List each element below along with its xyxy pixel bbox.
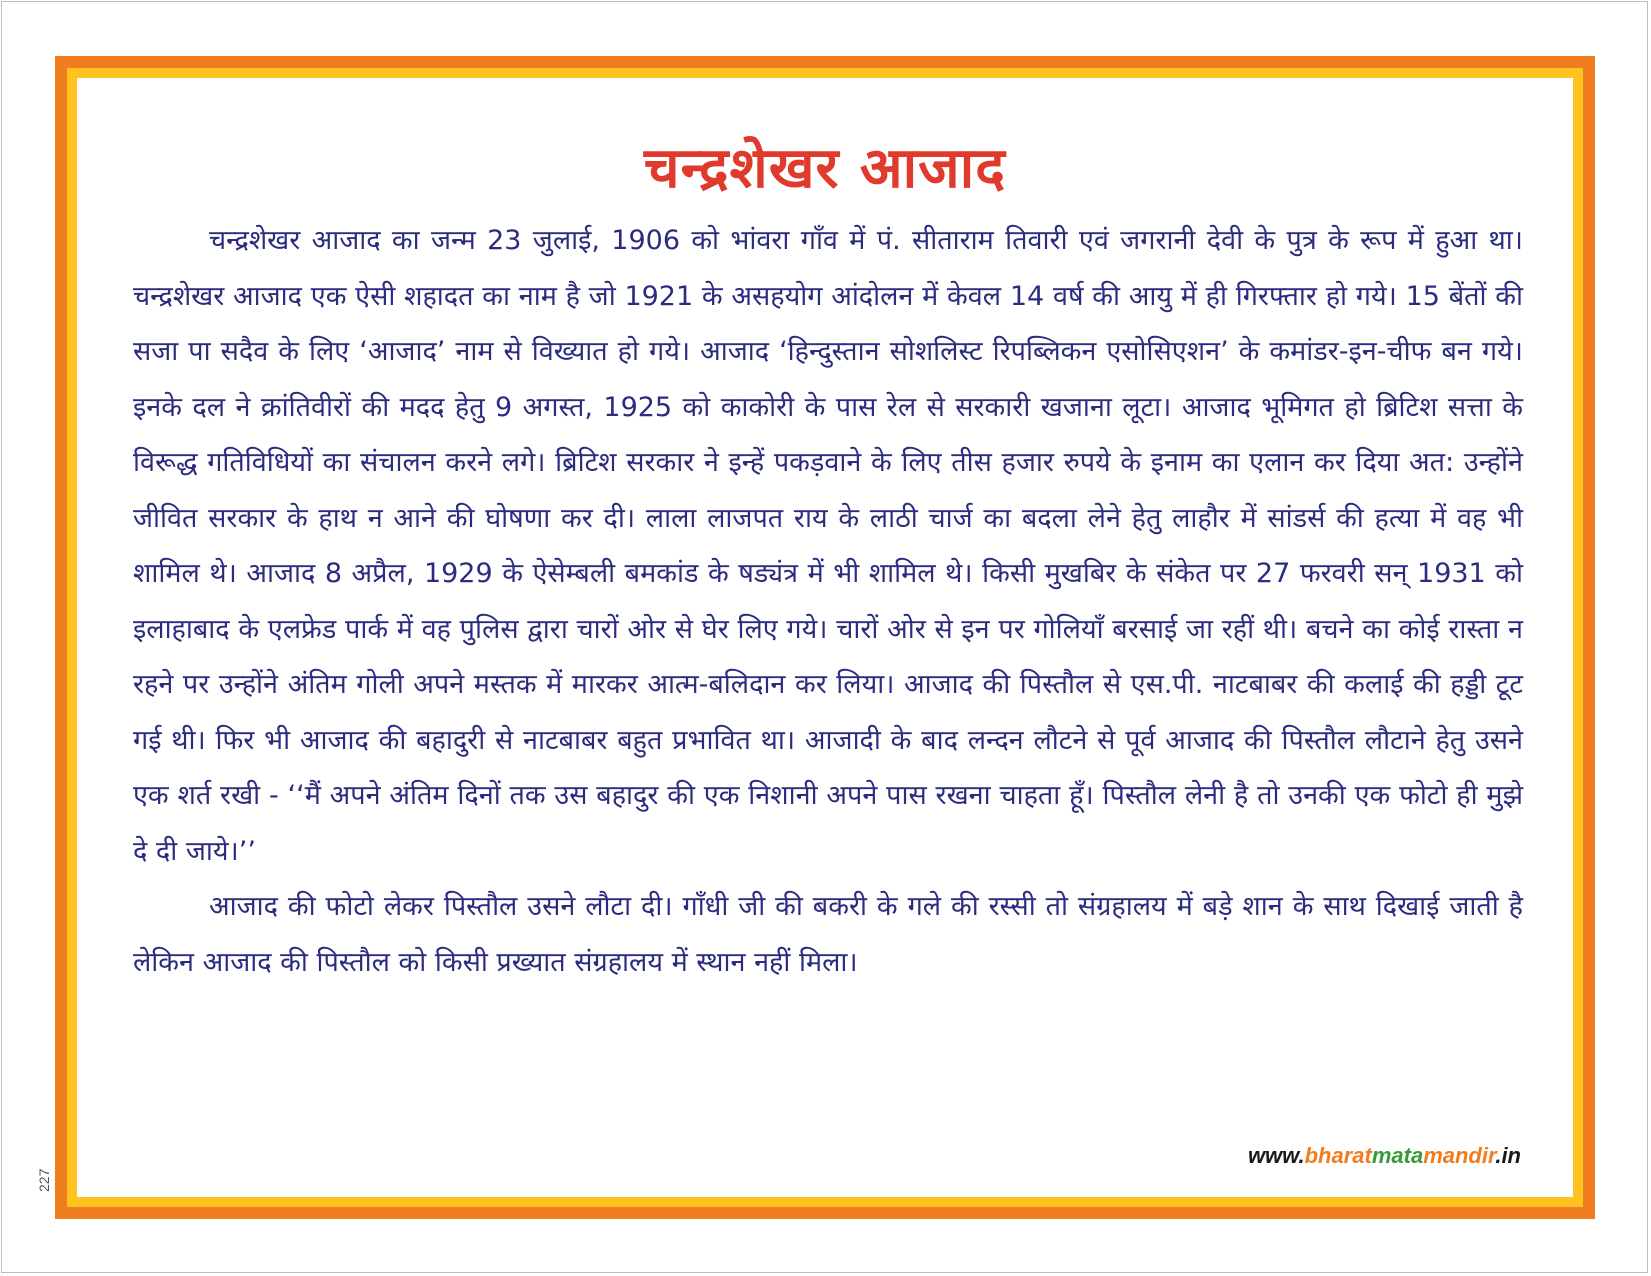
content-panel bbox=[77, 78, 1573, 1197]
page-title: चन्द्रशेखर आजाद bbox=[644, 136, 1006, 201]
website-suffix: .in bbox=[1495, 1143, 1521, 1168]
page-number: 227 bbox=[36, 1168, 52, 1192]
paragraph-2: आजाद की फोटो लेकर पिस्तौल उसने लौटा दी। गाँधी जी की बकरी के गले की रस्सी तो संग्रहालय में बड़े शान के साथ दिखाई जाती है लेकिन आजाद की पिस्तौल को किसी प्रख्यात संग्रहालय में स्थान नहीं मिला। bbox=[133, 891, 1523, 978]
inner-yellow-border bbox=[67, 68, 1583, 1207]
outer-orange-border bbox=[55, 56, 1595, 1219]
website-mata: mata bbox=[1371, 1143, 1424, 1168]
website-prefix: www. bbox=[1247, 1143, 1305, 1168]
article-body bbox=[133, 213, 1523, 990]
website-mandir: mandir bbox=[1423, 1143, 1496, 1168]
website-bharat: bharat bbox=[1304, 1143, 1372, 1168]
website-url bbox=[1248, 1143, 1521, 1169]
paragraph-1: चन्द्रशेखर आजाद का जन्म 23 जुलाई, 1906 को भांवरा गाँव में पं. सीताराम तिवारी एवं जगरानी देवी के पुत्र के रूप में हुआ था। चन्द्रशेखर आजाद एक ऐसी शहादत का नाम है जो 1921 के असहयोग आंदोलन में केवल 14 वर्ष की आयु में ही गिरफ्तार हो गये। 15 बेंतों की सजा पा सदैव के लिए ‘आजाद’ नाम से विख्यात हो गये। आजाद ‘हिन्दुस्तान सोशलिस्ट रिपब्लिकन एसोसिएशन’ के कमांडर-इन-चीफ बन गये। इनके दल ने क्रांतिवीरों की मदद हेतु 9 अगस्त, 1925 को काकोरी के पास रेल से सरकारी खजाना लूटा। आजाद भूमिगत हो ब्रिटिश सत्ता के विरूद्ध गतिविधियों का संचालन करने लगे। ब्रिटिश सरकार ने इन्हें पकड़वाने के लिए तीस हजार रुपये के इनाम का एलान कर दिया अत: उन्होंने जीवित सरकार के हाथ न आने की घोषणा कर दी। लाला लाजपत राय के लाठी चार्ज का बदला लेने हेतु लाहौर में सांडर्स की हत्या में वह भी शामिल थे। आजाद 8 अप्रैल, 1929 के ऐसेम्बली बमकांड के षड्यंत्र में भी शामिल थे। किसी मुखबिर के संकेत पर 27 फरवरी सन् 1931 को इलाहाबाद के एलफ्रेड पार्क में वह पुलिस द्वारा चारों ओर से घेर लिए गये। चारों ओर से इन पर गोलियाँ बरसाई जा रहीं थी। बचने का कोई रास्ता न रहने पर उन्होंने अंतिम गोली अपने मस्तक में मारकर आत्म-बलिदान कर लिया। आजाद की पिस्तौल से एस.पी. नाटबाबर की कलाई की हड्डी टूट गई थी। फिर भी आजाद की बहादुरी से नाटबाबर बहुत प्रभावित था। आजादी के बाद लन्दन लौटने से पूर्व आजाद की पिस्तौल लौटाने हेतु उसने एक शर्त रखी - ‘‘मैं अपने अंतिम दिनों तक उस बहादुर की एक निशानी अपने पास रखना चाहता हूँ। पिस्तौल लेनी है तो उनकी एक फोटो ही मुझे दे दी जाये।’’ bbox=[133, 225, 1523, 867]
